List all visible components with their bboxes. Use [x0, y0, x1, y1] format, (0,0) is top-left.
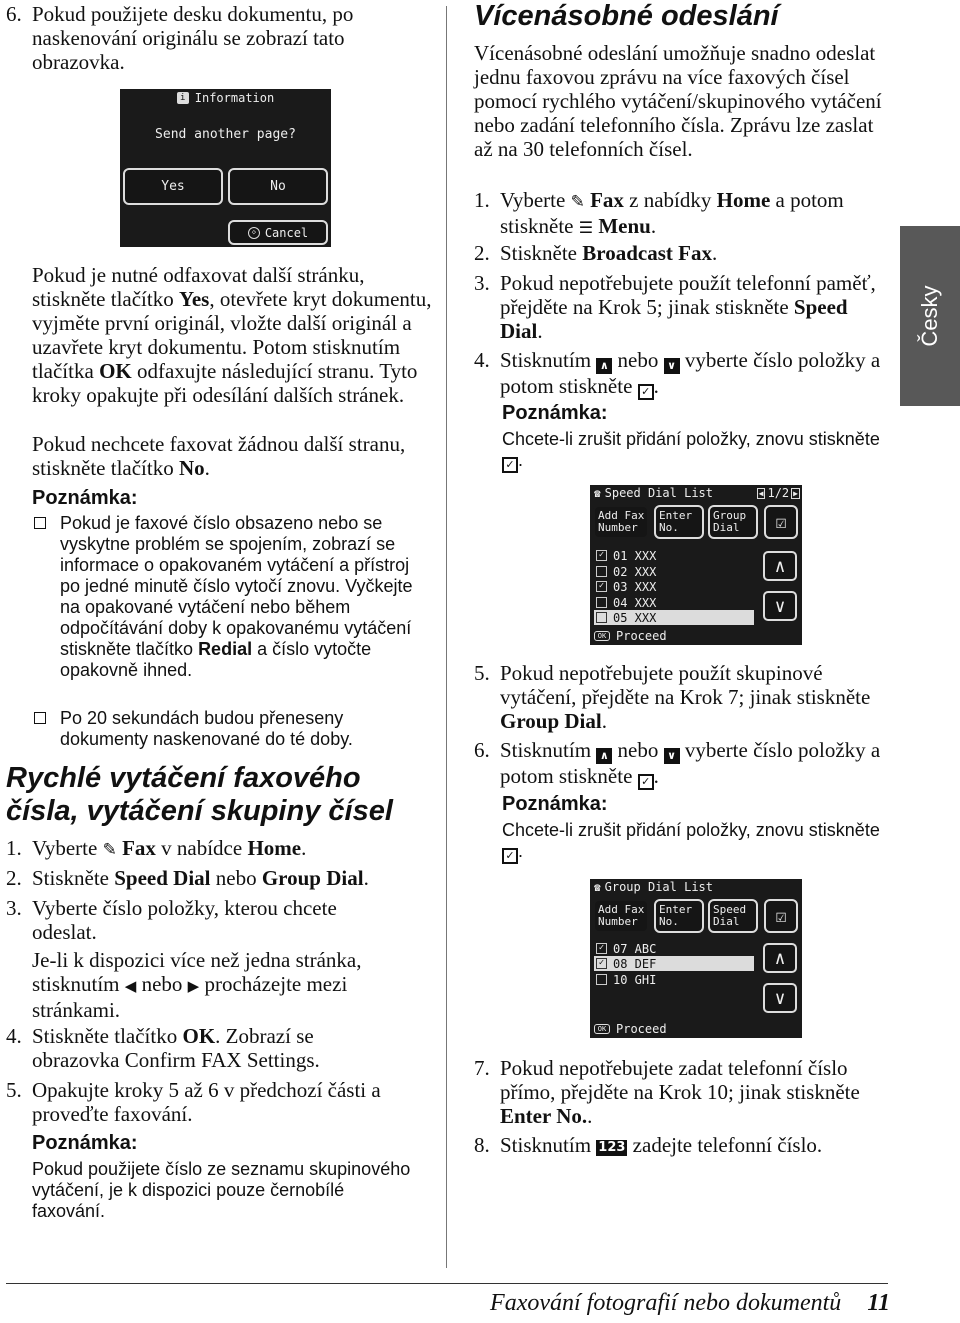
- text: Stiskněte tlačítko: [32, 1024, 183, 1048]
- bold-text: Yes: [178, 287, 210, 311]
- info-title: Information: [194, 91, 275, 105]
- text: zadejte telefonní číslo.: [627, 1133, 823, 1157]
- bold-text: No: [178, 456, 205, 480]
- enter-no-label: Enter No.: [659, 509, 693, 534]
- speed-dial-screen: [590, 485, 802, 645]
- text: . Zobrazí se obrazovka Confirm FAX Settings.: [32, 1024, 320, 1072]
- bold-text: Menu: [598, 214, 651, 238]
- list-item[interactable]: [596, 595, 656, 610]
- footer-title: Faxování fotografií nebo dokumentů: [490, 1290, 842, 1316]
- text: Stisknutím: [500, 738, 597, 762]
- checkbox-icon: ✓: [596, 958, 607, 969]
- step-number: 4.: [6, 1024, 22, 1048]
- fax-icon: ✎: [102, 840, 117, 860]
- language-tab-label: Česky: [917, 285, 942, 347]
- ok-key-icon: OK: [594, 1024, 610, 1034]
- page-number: 11: [867, 1290, 890, 1316]
- group-dial-screen: [590, 879, 802, 1038]
- step-number: 6.: [474, 738, 490, 762]
- text: Pokud nepotřebujete použít skupinové vytáčení, přejděte na Krok 7; jinak stiskněte: [500, 661, 871, 709]
- speed-dial-label: Speed Dial: [713, 903, 747, 928]
- language-tab: [900, 226, 960, 406]
- group-dial-label: Group Dial: [713, 509, 747, 534]
- add-fax-label: Add Fax Number: [598, 509, 645, 534]
- bold-text: Redial: [198, 639, 253, 659]
- add-fax-number-button[interactable]: [593, 899, 649, 933]
- proceed-label: Proceed: [616, 629, 667, 643]
- checkbox-key-icon: ✓: [502, 457, 518, 473]
- group-dial-title-bar: [590, 879, 802, 895]
- note-heading: Poznámka:: [32, 487, 138, 509]
- text: a potom stiskněte: [500, 188, 844, 238]
- cancel-icon: ◇: [248, 227, 260, 239]
- bold-text: OK: [182, 1024, 216, 1048]
- list-item[interactable]: [596, 579, 656, 594]
- step-1: [6, 836, 426, 862]
- checkbox-icon: [596, 597, 607, 608]
- step-number: 1.: [474, 188, 490, 212]
- r-step-8: [474, 1133, 894, 1157]
- enter-no-label: Enter No.: [659, 903, 693, 928]
- speed-dial-title-bar: [590, 485, 802, 501]
- footer-rule: [6, 1283, 888, 1284]
- proceed-bar[interactable]: [594, 629, 667, 643]
- step-number: 7.: [474, 1056, 490, 1080]
- bold-text: Speed Dial: [500, 295, 848, 343]
- page-right-icon[interactable]: ▶: [793, 488, 798, 498]
- text: z nabídky: [623, 188, 717, 212]
- text: Stisknutím: [500, 348, 597, 372]
- note-text: Pokud použijete číslo ze seznamu skupinového vytáčení, je k dispozici pouze černobílé faxování.: [32, 1159, 411, 1221]
- list-item-selected[interactable]: [594, 956, 754, 971]
- speed-dial-icon: ☎: [594, 486, 601, 500]
- note-heading: Poznámka:: [32, 1132, 138, 1154]
- list-item[interactable]: [596, 941, 656, 956]
- confirm-check-button[interactable]: ☑: [764, 505, 798, 539]
- checkbox-bullet-icon: [34, 517, 46, 529]
- text: vyberte číslo položky a potom stiskněte: [500, 348, 881, 398]
- text: Pokud je nutné odfaxovat další stránku, stiskněte tlačítko: [32, 263, 365, 311]
- enter-no-button[interactable]: [654, 899, 704, 933]
- step-5: [6, 1078, 426, 1126]
- note-heading: Poznámka:: [502, 793, 608, 815]
- yes-label: Yes: [161, 179, 185, 194]
- text: Potom stisknutím tlačítka: [32, 335, 401, 383]
- page-indicator: 1/2: [767, 486, 790, 500]
- text: Vyberte: [32, 836, 103, 860]
- text: Vyberte číslo položky, kterou chcete odeslat.: [32, 896, 337, 944]
- text: Stiskněte: [32, 866, 115, 890]
- group-dial-button[interactable]: [708, 505, 758, 539]
- proceed-label: Proceed: [616, 1022, 667, 1036]
- checkbox-icon: [596, 566, 607, 577]
- info-icon: i: [177, 92, 189, 104]
- text: Opakujte kroky 5 až 6 v předchozí části a proveďte faxování.: [32, 1078, 381, 1126]
- text: .: [301, 836, 307, 860]
- up-key-icon: ∧: [596, 748, 612, 764]
- text: .: [653, 764, 659, 788]
- r-step-6: [474, 738, 890, 790]
- text: .: [711, 241, 718, 265]
- text: Pokud nechcete faxovat žádnou další stranu, stiskněte tlačítko: [32, 432, 406, 480]
- bold-text: Home: [247, 836, 302, 860]
- step-number: 5.: [474, 661, 490, 685]
- text: Pokud nepotřebujete zadat telefonní číslo přímo, přejděte na Krok 10; jinak stiskněte: [500, 1056, 860, 1104]
- numeric-keypad-icon: 123: [598, 1140, 626, 1155]
- note-text: [502, 820, 882, 864]
- step-number: 2.: [474, 241, 490, 265]
- checkbox-icon: [596, 612, 607, 623]
- text: procházejte mezi stránkami.: [32, 972, 348, 1022]
- bold-text: Group Dial: [261, 866, 364, 890]
- bold-text: Speed Dial: [114, 866, 211, 890]
- scroll-down-button[interactable]: ∨: [763, 983, 797, 1013]
- step-number: 8.: [474, 1133, 490, 1157]
- text: Po 20 sekundách budou přeneseny dokumenty naskenované do té doby.: [60, 708, 353, 749]
- step-6: [6, 2, 426, 74]
- text: a číslo vytočte opakovně ihned.: [60, 639, 372, 680]
- text: nebo: [612, 348, 664, 372]
- column-divider: [446, 6, 447, 1268]
- ok-key-icon: OK: [594, 631, 610, 641]
- item-label: 04 XXX: [613, 595, 657, 610]
- list-item[interactable]: [596, 548, 656, 563]
- text: Pokud nepotřebujete použít telefonní paměť, přejděte na Krok 5; jinak stiskněte: [500, 271, 876, 319]
- text: nebo: [210, 866, 262, 890]
- info-question: Send another page?: [155, 127, 296, 142]
- enter-no-button[interactable]: [654, 505, 704, 539]
- r-step-2: [474, 241, 890, 265]
- text: .: [363, 866, 369, 890]
- step-number: 6.: [6, 2, 22, 26]
- speed-dial-button[interactable]: [708, 899, 758, 933]
- step-number: 5.: [6, 1078, 22, 1102]
- step-number: 3.: [6, 896, 22, 920]
- step-text: Pokud použijete desku dokumentu, po naskenování originálu se zobrazí tato obrazovka.: [32, 2, 354, 74]
- text: .: [518, 450, 524, 470]
- step-3-detail: [32, 948, 402, 1022]
- text: Chcete-li zrušit přidání položky, znovu stiskněte: [502, 429, 880, 449]
- text: .: [653, 374, 659, 398]
- text: .: [537, 319, 543, 343]
- checkbox-key-icon: ✓: [502, 848, 518, 864]
- proceed-bar[interactable]: [594, 1022, 667, 1036]
- checkbox-key-icon: ✓: [638, 384, 654, 400]
- fax-icon: ✎: [570, 192, 585, 212]
- text: Stiskněte: [500, 241, 583, 265]
- broadcast-intro: Vícenásobné odeslání umožňuje snadno odeslat jednu faxovou zprávu na více faxových čísel pomocí rychlého vytáčení/skupinového vytáčení nebo zadání telefonního čísla. Zprávu lze zaslat až na 30 telefonních čísel.: [474, 41, 882, 161]
- step-2: [6, 866, 426, 890]
- text: Pokud je faxové číslo obsazeno nebo se vyskytne problém se spojením, zobrazí se informace o opakovaném vytáčení a přístroj po jedné minutě číslo vytočí znovu. Vyčkejte na opakované vytáčení nebo během odpočítávání doby k opakovanému vytáčení stiskněte tlačítko: [60, 513, 413, 659]
- no-button[interactable]: [228, 168, 328, 205]
- step-number: 4.: [474, 348, 490, 372]
- text: .: [601, 709, 607, 733]
- text: Chcete-li zrušit přidání položky, znovu stiskněte: [502, 820, 880, 840]
- bold-text: Home: [716, 188, 771, 212]
- text: , otevřete kryt dokumentu, vyjměte první originál, vložte další originál a uzavřete kryt dokumentu.: [32, 287, 432, 359]
- section-title-broadcast: Vícenásobné odeslání: [474, 0, 779, 32]
- note-bullet-timeout: [32, 708, 424, 750]
- bold-text: Fax: [122, 836, 156, 860]
- menu-icon: ☰: [578, 218, 594, 237]
- text: .: [204, 456, 210, 480]
- paragraph-next-page: [32, 263, 432, 407]
- checkbox-bullet-icon: [34, 712, 46, 724]
- r-step-1: [474, 188, 890, 240]
- text: nebo: [612, 738, 664, 762]
- r-step-4: [474, 348, 890, 400]
- item-label: 08 DEF: [613, 956, 657, 971]
- paragraph-no-more: [32, 432, 432, 480]
- scroll-down-button[interactable]: ∨: [763, 591, 797, 621]
- text: odfaxujte následující stranu. Tyto kroky opakujte při odesílání dalších stránek.: [32, 359, 418, 407]
- note-bullet-redial: [32, 513, 424, 681]
- text: v nabídce: [155, 836, 248, 860]
- list-item-selected[interactable]: [594, 610, 754, 625]
- add-fax-label: Add Fax Number: [598, 903, 645, 928]
- info-title-bar: [120, 89, 331, 107]
- text: nebo: [136, 972, 188, 996]
- step-3: [6, 896, 406, 944]
- item-label: 02 XXX: [613, 564, 657, 579]
- cancel-label: Cancel: [264, 225, 309, 240]
- item-label: 03 XXX: [613, 579, 657, 594]
- list-item[interactable]: [596, 972, 656, 987]
- r-step-5: [474, 661, 890, 733]
- speed-dial-title: Speed Dial List: [604, 486, 713, 500]
- text: Vyberte: [500, 188, 571, 212]
- add-fax-number-button[interactable]: [593, 505, 649, 539]
- step-number: 3.: [474, 271, 490, 295]
- bold-text: Fax: [590, 188, 624, 212]
- page-footer: [410, 1290, 890, 1317]
- item-label: 05 XXX: [613, 610, 657, 625]
- note-text: [502, 429, 882, 473]
- list-item[interactable]: [596, 564, 656, 579]
- group-dial-title: Group Dial List: [604, 880, 713, 894]
- page-left-icon[interactable]: ◀: [758, 488, 764, 498]
- text: Je-li k dispozici více než jedna stránka, stisknutím: [32, 948, 362, 996]
- item-label: 10 GHI: [613, 972, 657, 987]
- up-key-icon: ∧: [596, 358, 612, 374]
- text: .: [650, 214, 657, 238]
- bold-text: OK: [99, 359, 132, 383]
- checkbox-icon: ✓: [596, 943, 607, 954]
- note-heading: Poznámka:: [502, 402, 608, 424]
- scroll-up-button[interactable]: ∧: [763, 551, 797, 581]
- bold-text: Broadcast Fax: [582, 241, 712, 265]
- step-number: 1.: [6, 836, 22, 860]
- checkbox-icon: [596, 974, 607, 985]
- checkbox-key-icon: ✓: [638, 774, 654, 790]
- step-number: 2.: [6, 866, 22, 890]
- no-label: No: [270, 179, 286, 194]
- section-title-speed-dial: Rychlé vytáčení faxového čísla, vytáčení skupiny čísel: [6, 762, 393, 827]
- right-arrow-icon: ▶: [187, 977, 200, 995]
- group-dial-icon: ☎: [594, 880, 601, 894]
- text: .: [587, 1104, 593, 1128]
- step-4: [6, 1024, 406, 1072]
- left-arrow-icon: ◀: [124, 977, 137, 995]
- info-screen: [120, 89, 331, 247]
- r-step-3: [474, 271, 890, 343]
- text: Stisknutím: [500, 1133, 597, 1157]
- cancel-button[interactable]: [228, 220, 328, 245]
- scroll-up-button[interactable]: ∧: [763, 943, 797, 973]
- bold-text: Enter No.: [500, 1104, 588, 1128]
- yes-button[interactable]: [123, 168, 223, 205]
- item-label: 07 ABC: [613, 941, 657, 956]
- r-step-7: [474, 1056, 890, 1128]
- text: vyberte číslo položky a potom stiskněte: [500, 738, 881, 788]
- down-key-icon: ∨: [664, 748, 680, 764]
- checkbox-icon: ✓: [596, 550, 607, 561]
- confirm-check-button[interactable]: ☑: [764, 899, 798, 933]
- text: .: [518, 841, 524, 861]
- down-key-icon: ∨: [664, 358, 680, 374]
- bold-text: Group Dial: [500, 709, 602, 733]
- item-label: 01 XXX: [613, 548, 657, 563]
- checkbox-icon: ✓: [596, 581, 607, 592]
